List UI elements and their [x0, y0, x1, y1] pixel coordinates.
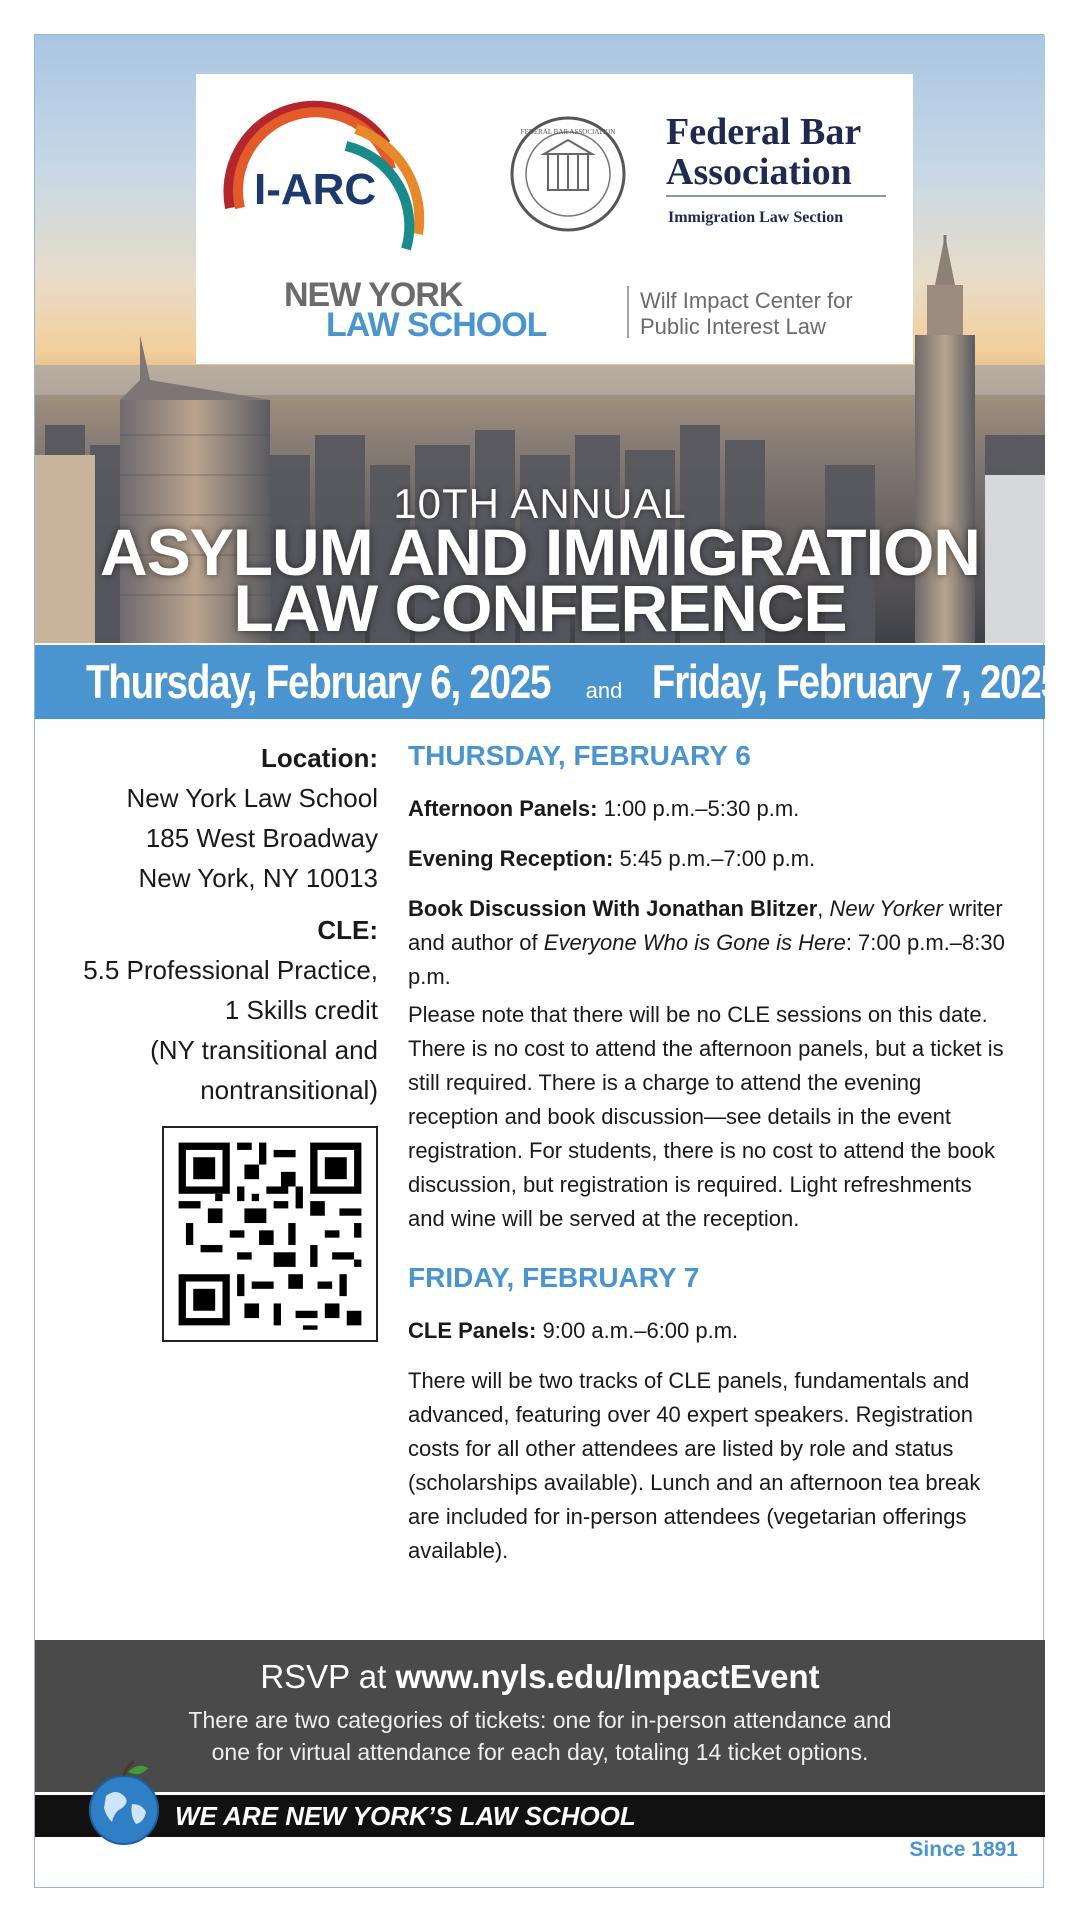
- rsvp-line: [35, 1658, 1045, 1696]
- book-publication: New Yorker: [829, 896, 943, 921]
- evening-reception: [408, 842, 1008, 876]
- cle-line: (NY transitional and: [150, 1035, 378, 1065]
- location-line: New York, NY 10013: [138, 863, 378, 893]
- rsvp-band: [35, 1640, 1045, 1792]
- location-line: 185 West Broadway: [145, 823, 378, 853]
- book-time: : 7:00 p.m.–8:30 p.m.: [408, 930, 1005, 989]
- ticket-info-line1: There are two categories of tickets: one for in-person attendance and: [188, 1707, 892, 1733]
- location-label: Location:: [261, 743, 378, 773]
- wilf-center-line2: Public Interest Law: [640, 314, 826, 339]
- event-details-column: [40, 738, 378, 1110]
- friday-note: There will be two tracks of CLE panels, fundamentals and advanced, featuring over 40 expert speakers. Registration costs for all other attendees are listed by role and status (scholarships available). Lunch and an afternoon tea break are included for in-person attendees (vegetarian offerings available).: [408, 1368, 981, 1563]
- date-day1: Thursday, February 6, 2025: [85, 655, 551, 708]
- book-label: Book Discussion With Jonathan Blitzer: [408, 896, 818, 921]
- rsvp-prefix: RSVP at: [260, 1658, 396, 1695]
- rsvp-link[interactable]: www.nyls.edu/ImpactEvent: [395, 1658, 820, 1695]
- book-discussion: [408, 892, 1008, 994]
- iarc-logo-text: I-ARC: [254, 165, 377, 214]
- registration-qr-code[interactable]: [162, 1126, 378, 1342]
- afternoon-time: 1:00 p.m.–5:30 p.m.: [603, 796, 800, 821]
- cle-line: 5.5 Professional Practice,: [83, 955, 378, 985]
- fba-section-text: Immigration Law Section: [668, 209, 844, 226]
- cle-label: CLE:: [317, 915, 378, 945]
- ticket-info: [35, 1704, 1045, 1768]
- fba-name-line1: Federal Bar: [666, 111, 862, 153]
- sponsor-logos: [196, 74, 913, 364]
- conference-title-line2: LAW CONFERENCE: [233, 571, 847, 645]
- cle-panels-time: 9:00 a.m.–6:00 p.m.: [542, 1318, 739, 1343]
- date-day2: Friday, February 7, 2025: [651, 655, 1061, 708]
- thursday-heading: THURSDAY, FEBRUARY 6: [408, 740, 751, 771]
- nyls-logo-line1: NEW YORK: [284, 276, 463, 314]
- globe-apple-icon: [84, 1758, 164, 1848]
- tagline-text: WE ARE NEW YORK’S LAW SCHOOL: [175, 1801, 636, 1831]
- sponsor-logos-panel: [196, 74, 913, 364]
- evening-label: Evening Reception:: [408, 846, 614, 871]
- cle-line: nontransitional): [200, 1075, 378, 1105]
- afternoon-panels: [408, 792, 1008, 826]
- location-line: New York Law School: [126, 783, 378, 813]
- cle-line: 1 Skills credit: [224, 995, 378, 1025]
- book-comma: ,: [817, 896, 830, 921]
- qr-code-icon: [164, 1128, 376, 1340]
- wilf-center-line1: Wilf Impact Center for: [640, 288, 853, 313]
- conference-title-line1: ASYLUM AND IMMIGRATION: [100, 515, 980, 589]
- thursday-note: Please note that there will be no CLE sessions on this date. There is no cost to attend the afternoon panels, but a ticket is still required. There is a charge to attend the evening reception and book discussion—see details in the event registration. For students, there is no cost to attend the book discussion, but registration is required. Light refreshments and wine will be served at the reception.: [408, 1002, 1004, 1231]
- evening-time: 5:45 p.m.–7:00 p.m.: [619, 846, 816, 871]
- fba-name-line2: Association: [666, 151, 852, 193]
- afternoon-label: Afternoon Panels:: [408, 796, 598, 821]
- book-text: writer and author of: [408, 896, 1003, 955]
- date-and: and: [585, 678, 623, 703]
- tagline-band: [35, 1795, 1045, 1837]
- ticket-info-line2: one for virtual attendance for each day, totaling 14 ticket options.: [211, 1739, 869, 1765]
- fba-seal-text: FEDERAL BAR ASSOCIATION: [520, 128, 616, 136]
- conference-dates-band: [35, 645, 1061, 719]
- cle-panels: [408, 1314, 1008, 1348]
- cle-panels-label: CLE Panels:: [408, 1318, 537, 1343]
- since-year: Since 1891: [909, 1838, 1018, 1861]
- conference-edition: 10TH ANNUAL: [393, 480, 687, 527]
- book-title: Everyone Who is Gone is Here: [543, 930, 846, 955]
- schedule-column: [408, 736, 1008, 1568]
- friday-heading: FRIDAY, FEBRUARY 7: [408, 1262, 700, 1293]
- nyls-logo-line2: LAW SCHOOL: [326, 306, 547, 344]
